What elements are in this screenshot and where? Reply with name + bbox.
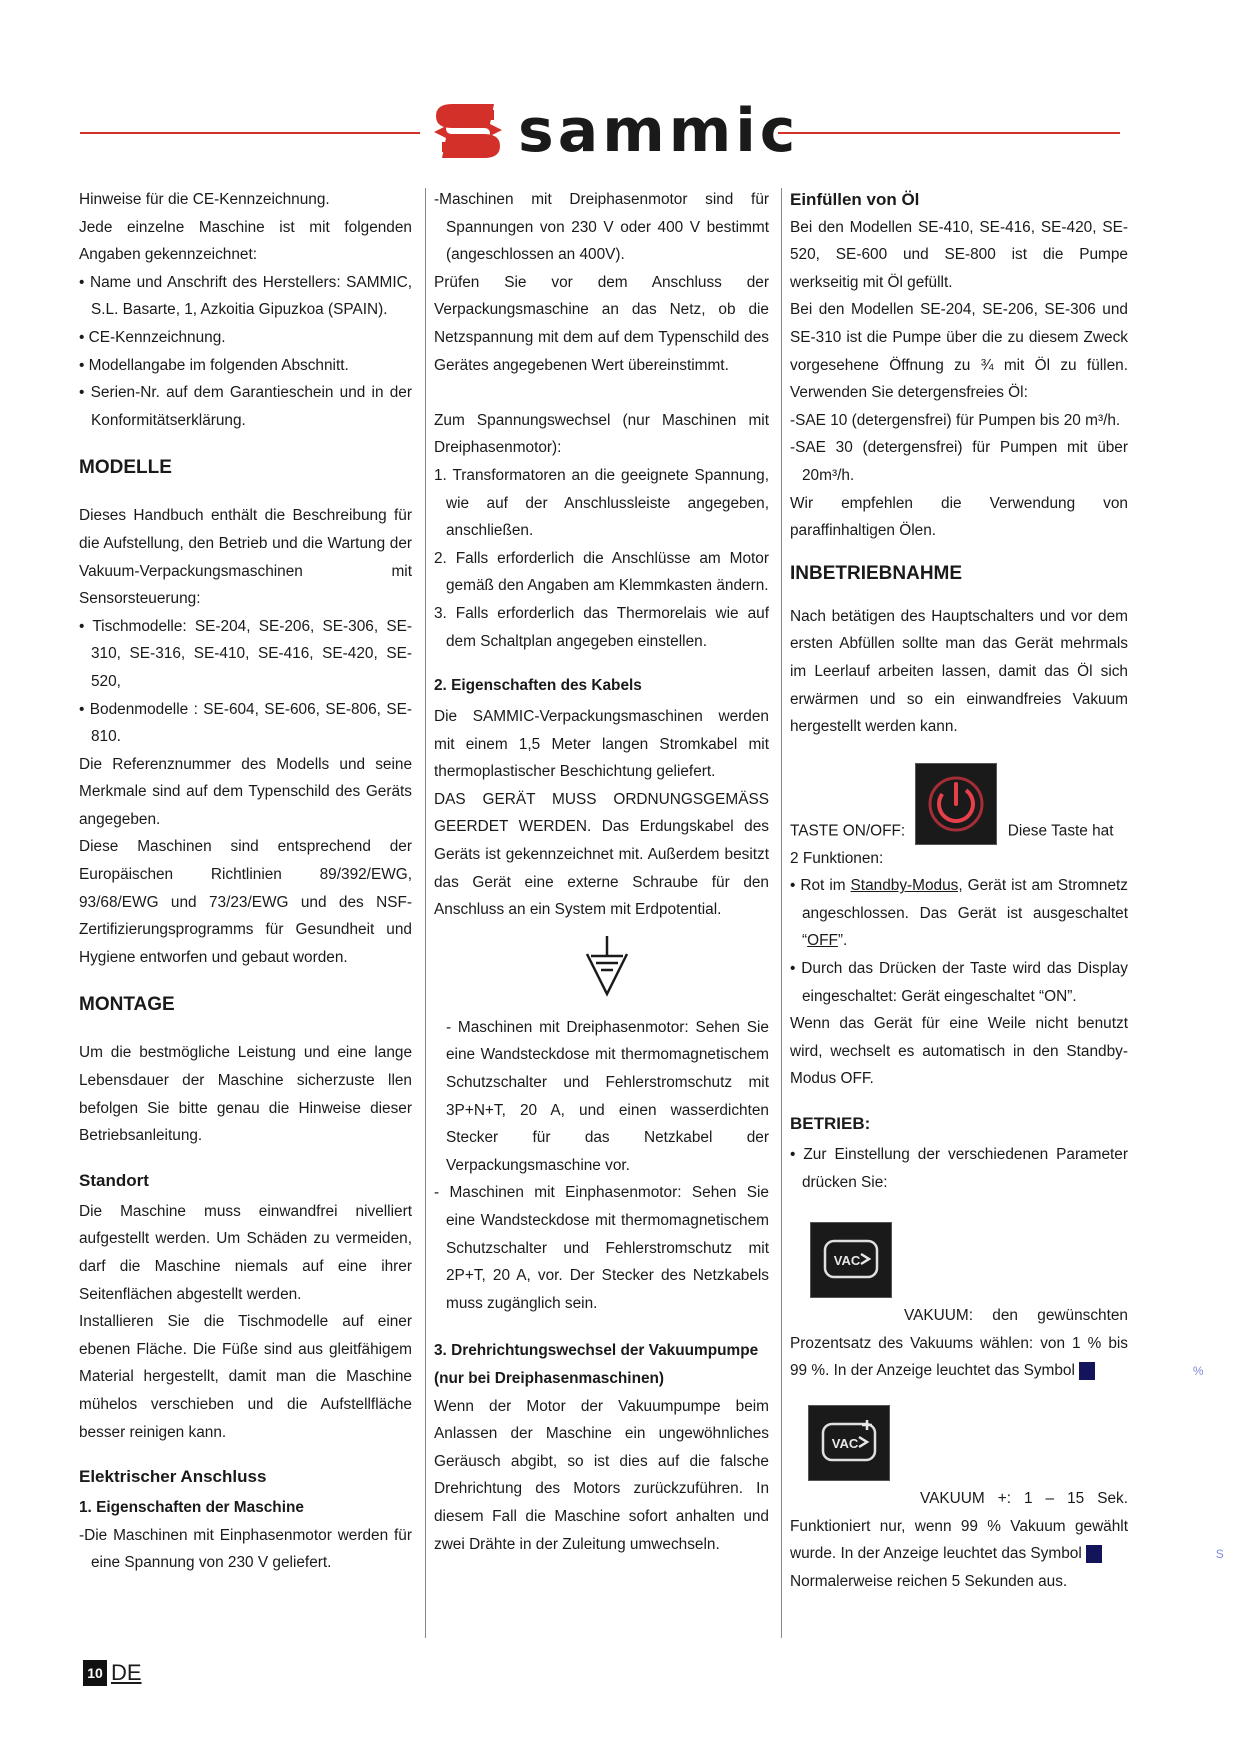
standby-paragraph: Wenn das Gerät für eine Weile nicht benutzt wird, wechselt es automatisch in den Standby-Modus OFF. bbox=[790, 1015, 1128, 1088]
vac-plus-button-image bbox=[808, 1405, 890, 1481]
vac-button-row bbox=[790, 1222, 1128, 1302]
header-rule-right bbox=[778, 132, 1120, 134]
svg-text:VAC: VAC bbox=[833, 1253, 861, 1269]
header-rule-left bbox=[80, 132, 420, 134]
list-item: • Modellangabe im folgenden Abschnitt. bbox=[79, 356, 349, 374]
kabel-paragraph-2: DAS GERÄT MUSS ORDNUNGSGEMÄSS GEERDET WERDEN. Das Erdungskabel des Geräts ist gekennzeichnet mit. Außerdem besitzt das Gerät eine externe Schraube für den Anschluss an ein System mit Erdpotential. bbox=[434, 790, 769, 919]
oel-paragraph-2: Bei den Modellen SE-204, SE-206, SE-306 und SE-310 ist die Pumpe über die zu diesem Zweck vorgesehene Öffnung zu ¾ mit Öl zu füllen. Verwenden Sie detergensfreies Öl: bbox=[790, 301, 1128, 402]
vakuum-paragraph: VAKUUM: den gewünschten Prozentsatz des Vakuums wählen: von 1 % bis 99 %. In der Anzeige leuchtet das Symbol % bbox=[790, 1307, 1204, 1380]
subheading-elektrischer-anschluss: Elektrischer Anschluss bbox=[79, 1467, 267, 1487]
column-3 bbox=[790, 186, 1224, 1595]
standby-underlined: Standby-Modus, bbox=[850, 877, 963, 895]
percent-symbol: % bbox=[1079, 1362, 1095, 1380]
sammic-logo-icon bbox=[432, 98, 504, 164]
subheading-drehrichtung: 3. Drehrichtungswechsel der Vakuumpumpe (nur bei Dreiphasenmaschinen) bbox=[434, 1342, 759, 1387]
taste-after: Diese Taste hat bbox=[1007, 822, 1114, 840]
subheading-eigenschaften-kabel: 2. Eigenschaften des Kabels bbox=[434, 677, 642, 695]
modelle-paragraph-2: Die Referenznummer des Modells und seine Merkmale sind auf dem Typenschild des Geräts angegeben. bbox=[79, 755, 412, 828]
power-button-image bbox=[915, 763, 997, 845]
power-icon bbox=[916, 764, 996, 844]
section-heading-inbetriebnahme: INBETRIEBNAHME bbox=[790, 562, 963, 584]
list-item: • CE-Kennzeichnung. bbox=[79, 328, 226, 346]
list-item: • Rot im Standby-Modus, Gerät ist am Stromnetz angeschlossen. Das Gerät ist ausgeschaltet “OFF”. bbox=[790, 877, 1128, 950]
off-underlined: OFF bbox=[807, 932, 838, 950]
vac-plus-icon bbox=[809, 1406, 889, 1480]
sammic-logo bbox=[432, 96, 800, 168]
einphasen-steckdose: - Maschinen mit Einphasenmotor: Sehen Sie eine Wandsteckdose mit thermomagnetischem Schutzschalter und Fehlerstromschutz mit 2P+T, 20 A, vor. Der Stecker des Netzkabels muss zugänglich sein. bbox=[434, 1184, 769, 1312]
taste-line bbox=[790, 763, 1128, 845]
oel-line-2: -SAE 30 (detergensfrei) für Pumpen mit über 20m³/h. bbox=[790, 439, 1128, 484]
dreiphasen-voltage: -Maschinen mit Dreiphasenmotor sind für Spannungen von 230 V oder 400 V bestimmt (angeschlossen an 400V). bbox=[434, 191, 769, 264]
subheading-oel: Einfüllen von Öl bbox=[790, 190, 920, 209]
standort-paragraph-1: Die Maschine muss einwandfrei nivelliert aufgestellt werden. Um Schäden zu vermeiden, darf die Maschine niemals auf eine ihrer Seitenflächen abgestellt werden. bbox=[79, 1202, 412, 1303]
inbetriebnahme-paragraph: Nach betätigen des Hauptschalters und vor dem ersten Abfüllen sollte man das Gerät mehrmals im Leerlauf arbeiten lassen, damit das Öl sich erwärmen und so ein einwandfreies Vakuum hergestellt werden kann. bbox=[790, 607, 1128, 736]
ce-intro-2: Jede einzelne Maschine ist mit folgenden Angaben gekennzeichnet: bbox=[79, 218, 412, 264]
subheading-standort: Standort bbox=[79, 1170, 149, 1190]
oel-paragraph-1: Bei den Modellen SE-410, SE-416, SE-420, SE-520, SE-600 und SE-800 ist die Pumpe werkseitig mit Öl gefüllt. bbox=[790, 218, 1128, 291]
taste-label: TASTE ON/OFF: bbox=[790, 822, 906, 840]
vac-button-image bbox=[810, 1222, 892, 1298]
section-heading-modelle: MODELLE bbox=[79, 457, 172, 479]
list-item: 1. Transformatoren an die geeignete Spannung, wie auf der Anschlussleiste angegeben, anschließen. bbox=[434, 466, 769, 540]
column-2 bbox=[434, 186, 769, 1558]
list-item: 3. Falls erforderlich das Thermorelais wie auf dem Schaltplan angegeben einstellen. bbox=[434, 604, 769, 650]
list-item: • Zur Einstellung der verschiedenen Parameter drücken Sie: bbox=[790, 1146, 1128, 1191]
montage-paragraph: Um die bestmögliche Leistung und eine lange Lebensdauer der Maschine sicherzuste llen befolgen Sie bitte genau die Hinweise dieser Betriebsanleitung. bbox=[79, 1044, 412, 1145]
pruefen-paragraph: Prüfen Sie vor dem Anschluss der Verpackungsmaschine an das Netz, ob die Netzspannung mit dem auf dem Typenschild des Gerätes angegebenen Wert übereinstimmt. bbox=[434, 273, 769, 374]
drehrichtung-paragraph: Wenn der Motor der Vakuumpumpe beim Anlassen der Maschine ein ungewöhnliches Geräusch abgibt, so ist dies auf die falsche Drehrichtung des Motors zurückzuführen. In diesem Fall die Maschine sofort anhalten und zwei Drähte in der Zuleitung umwechseln. bbox=[434, 1397, 769, 1553]
list-item: 2. Falls erforderlich die Anschlüsse am Motor gemäß den Angaben am Klemmkasten ändern. bbox=[434, 549, 769, 595]
subheading-eigenschaften-maschine: 1. Eigenschaften der Maschine bbox=[79, 1499, 304, 1517]
ground-symbol-area bbox=[434, 924, 769, 1014]
list-item: • Name und Anschrift des Herstellers: SAMMIC, S.L. Basarte, 1, Azkoitia Gipuzkoa (SPAIN). bbox=[79, 273, 412, 319]
elektr-paragraph: -Die Maschinen mit Einphasenmotor werden für eine Spannung von 230 V geliefert. bbox=[79, 1526, 412, 1572]
list-item: • Tischmodelle: SE-204, SE-206, SE-306, SE-310, SE-316, SE-410, SE-416, SE-420, SE-520, bbox=[79, 617, 412, 690]
page-number: 10 bbox=[83, 1660, 107, 1686]
vakuum-plus-note: Normalerweise reichen 5 Sekunden aus. bbox=[790, 1572, 1068, 1590]
s-symbol: S bbox=[1086, 1545, 1102, 1563]
modelle-paragraph-1: Dieses Handbuch enthält die Beschreibung für die Aufstellung, den Betrieb und die Wartung der Vakuum-Verpackungsmaschinen mit Sensorsteuerung: bbox=[79, 507, 412, 608]
list-item: • Durch das Drücken der Taste wird das Display eingeschaltet: Gerät eingeschaltet “ON”. bbox=[790, 960, 1128, 1005]
kabel-paragraph-1: Die SAMMIC-Verpackungsmaschinen werden mit einem 1,5 Meter langen Stromkabel mit thermoplastischer Beschichtung geliefert. bbox=[434, 708, 769, 781]
subheading-betrieb: BETRIEB: bbox=[790, 1114, 871, 1134]
column-divider-1 bbox=[425, 188, 426, 1638]
ce-intro: Hinweise für die CE-Kennzeichnung. bbox=[79, 191, 330, 208]
svg-text:VAC: VAC bbox=[831, 1436, 859, 1451]
list-item: • Serien-Nr. auf dem Garantieschein und in der Konformitätserklärung. bbox=[79, 384, 412, 429]
section-heading-montage: MONTAGE bbox=[79, 994, 175, 1016]
oel-line-1: -SAE 10 (detergensfrei) für Pumpen bis 20 m³/h. bbox=[790, 411, 1121, 429]
language-code: DE bbox=[111, 1660, 142, 1685]
page-header bbox=[0, 92, 1241, 172]
page-footer bbox=[83, 1660, 142, 1688]
modelle-paragraph-3: Diese Maschinen sind entsprechend der Europäischen Richtlinien 89/392/EWG, 93/68/EWG und 73/23/EWG und des NSF-Zertifizierungsprogramms für Gesundheit und Hygiene entworfen und gebaut worden. bbox=[79, 838, 412, 966]
oel-paragraph-3: Wir empfehlen die Verwendung von paraffinhaltigen Ölen. bbox=[790, 494, 1128, 540]
ground-icon bbox=[584, 934, 630, 998]
taste-funktionen: 2 Funktionen: bbox=[790, 849, 884, 867]
column-1 bbox=[79, 186, 412, 1577]
brand-name: sammic bbox=[518, 96, 800, 166]
standort-paragraph-2: Installieren Sie die Tischmodelle auf einer ebenen Fläche. Die Füße sind aus gleitfähigem Material hergestellt, damit man die Maschine mühelos verschieben und die Aufstellfläche besser reinigen kann. bbox=[79, 1313, 412, 1441]
vac-plus-button-row bbox=[790, 1405, 1128, 1485]
column-divider-2 bbox=[781, 188, 782, 1638]
vac-icon bbox=[811, 1223, 891, 1297]
list-item: • Bodenmodelle : SE-604, SE-606, SE-806, SE-810. bbox=[79, 700, 412, 746]
spannungswechsel-intro: Zum Spannungswechsel (nur Maschinen mit Dreiphasenmotor): bbox=[434, 411, 769, 457]
dreiphasen-steckdose: - Maschinen mit Dreiphasenmotor: Sehen Sie eine Wandsteckdose mit thermomagnetischem Schutzschalter und Fehlerstromschutz mit 3P+N+T, 20 A, und einen wasserdichten Stecker für das Netzkabel der Verpackungsmaschine vor. bbox=[446, 1018, 769, 1174]
vakuum-plus-paragraph: VAKUUM +: 1 – 15 Sek. Funktioniert nur, wenn 99 % Vakuum gewählt wurde. In der Anzeige leuchtet das Symbol S bbox=[790, 1490, 1224, 1563]
